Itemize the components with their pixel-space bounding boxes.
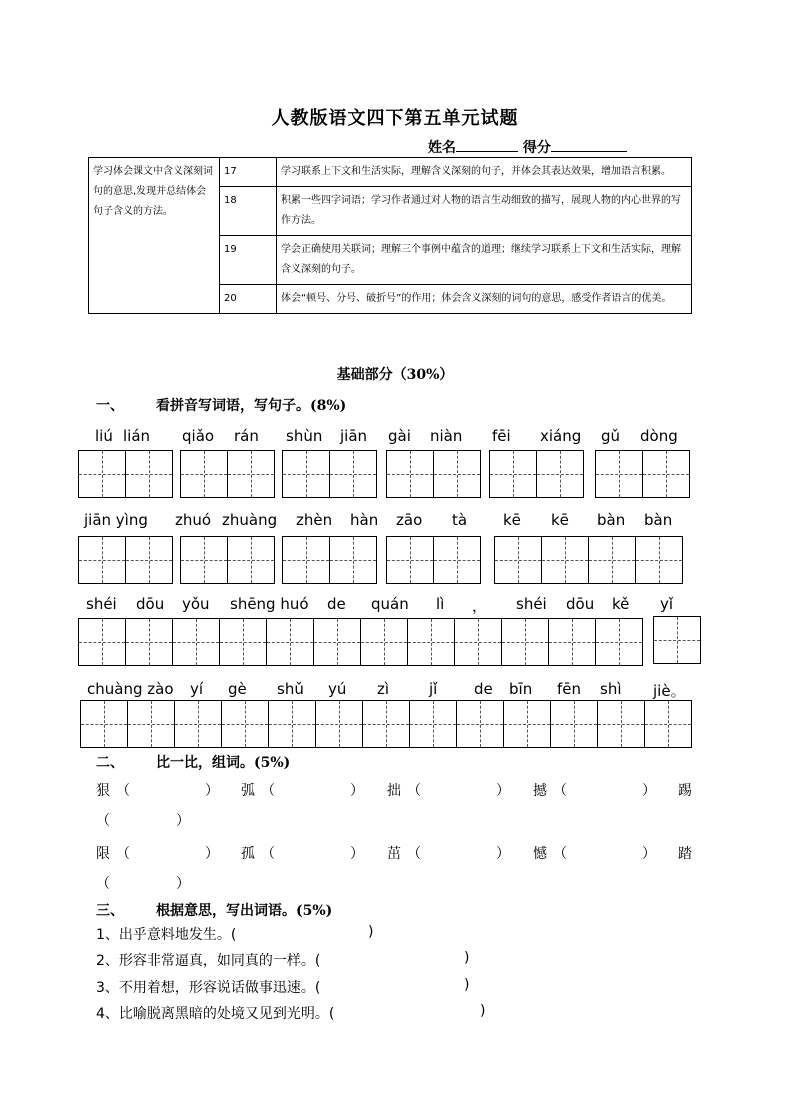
pinyin-label: ， (472, 597, 488, 615)
compare-char: 憾 (533, 846, 547, 862)
meaning-item: 1、出乎意料地发生。( (96, 927, 237, 943)
writing-cell[interactable] (454, 618, 502, 666)
section-2-heading (96, 752, 290, 772)
writing-cell[interactable] (227, 536, 275, 584)
section-title: 看拼音写词语，写句子。(8%) (156, 398, 347, 414)
writing-cell[interactable] (642, 450, 690, 498)
writing-cell[interactable] (407, 618, 455, 666)
meaning-item: 2、形容非常逼真，如同真的一样。( (96, 953, 321, 969)
close-paren: ） (350, 783, 364, 799)
writing-cell[interactable] (172, 618, 220, 666)
section-number: 三、 (96, 903, 124, 919)
writing-box-row[interactable] (80, 700, 691, 748)
close-paren: ） (205, 846, 219, 862)
pinyin-label: shùn (286, 427, 323, 445)
pinyin-label: zāo (396, 511, 423, 529)
name-field[interactable] (456, 137, 518, 152)
open-paren: （ (261, 783, 275, 799)
pinyin-label: kē (503, 511, 521, 529)
writing-cell[interactable] (174, 700, 222, 748)
writing-box-pair[interactable] (489, 450, 583, 498)
name-label: 姓名 (428, 140, 456, 156)
writing-box-pair[interactable] (282, 536, 376, 584)
lesson-num: 17 (220, 158, 277, 187)
writing-box-pair[interactable] (282, 450, 376, 498)
writing-cell[interactable] (588, 536, 636, 584)
pinyin-label: quán (371, 595, 409, 613)
compare-char: 撼 (533, 783, 547, 799)
writing-cell[interactable] (597, 700, 645, 748)
writing-cell[interactable] (489, 450, 537, 498)
writing-cell[interactable] (180, 536, 228, 584)
lesson-num: 19 (220, 236, 277, 285)
writing-cell[interactable] (221, 700, 269, 748)
pinyin-label: lián (123, 427, 151, 445)
close-paren: ） (496, 846, 510, 862)
pinyin-label: chuàng zào (87, 680, 174, 698)
open-paren: （ (96, 813, 110, 829)
writing-cell[interactable] (456, 700, 504, 748)
writing-cell[interactable] (219, 618, 267, 666)
score-label: 得分 (522, 140, 551, 156)
open-paren: （ (96, 876, 110, 892)
pinyin-label: jiè。 (653, 682, 686, 700)
writing-cell[interactable] (313, 618, 361, 666)
writing-cell[interactable] (653, 616, 701, 664)
writing-cell[interactable] (78, 618, 126, 666)
writing-cell[interactable] (541, 536, 589, 584)
open-paren: （ (553, 846, 567, 862)
pinyin-label: gài (388, 427, 411, 445)
name-score-line (428, 137, 627, 157)
section-title: 比一比，组词。(5%) (156, 755, 291, 771)
writing-cell[interactable] (433, 450, 481, 498)
writing-box-pair[interactable] (595, 450, 689, 498)
writing-cell[interactable] (433, 536, 481, 584)
pinyin-label: yú (328, 680, 347, 698)
pinyin-label: lì (436, 595, 445, 613)
close-paren: ) (464, 977, 470, 993)
pinyin-label: yǐ (660, 595, 674, 613)
pinyin-label: zhuó (175, 511, 212, 529)
writing-cell[interactable] (227, 450, 275, 498)
pinyin-label: kē (551, 511, 569, 529)
pinyin-label: shēng huó (230, 595, 309, 613)
pinyin-label: qiǎo (182, 427, 215, 445)
pinyin-label: zì (377, 680, 390, 698)
compare-char: 狠 (96, 783, 110, 799)
lesson-goal: 体会“顿号、分号、破折号”的作用；体会含义深刻的词句的意思，感受作者语言的优美。 (277, 285, 692, 314)
close-paren: ） (496, 783, 510, 799)
pinyin-label: shǔ (277, 680, 304, 698)
writing-cell[interactable] (282, 450, 330, 498)
objectives-table (88, 157, 692, 314)
pinyin-label: jǐ (429, 680, 438, 698)
compare-char: 弧 (241, 783, 255, 799)
writing-cell[interactable] (266, 618, 314, 666)
writing-box-pair[interactable] (78, 450, 172, 498)
pinyin-label: liú (95, 427, 113, 445)
close-paren: ) (480, 1003, 486, 1019)
writing-cell[interactable] (180, 450, 228, 498)
writing-cell[interactable] (362, 700, 410, 748)
pinyin-label: shì (600, 680, 622, 698)
pinyin-label: zhuàng (222, 511, 278, 529)
writing-cell[interactable] (503, 700, 551, 748)
lesson-num: 18 (220, 187, 277, 236)
pinyin-label: bàn (644, 511, 673, 529)
writing-cell[interactable] (501, 618, 549, 666)
writing-box-single[interactable] (653, 616, 700, 664)
writing-cell[interactable] (125, 618, 173, 666)
compare-char: 限 (96, 846, 110, 862)
writing-cell[interactable] (125, 450, 173, 498)
writing-cell[interactable] (78, 450, 126, 498)
close-paren: ） (205, 783, 219, 799)
writing-box-pair[interactable] (386, 536, 480, 584)
writing-cell[interactable] (329, 536, 377, 584)
section-3-heading (96, 900, 332, 920)
close-paren: ） (350, 846, 364, 862)
meaning-item: 4、比喻脱离黑暗的处境又见到光明。( (96, 1006, 335, 1022)
writing-box-row[interactable] (78, 618, 642, 666)
compare-char: 孤 (241, 846, 255, 862)
writing-cell[interactable] (595, 450, 643, 498)
writing-cell[interactable] (329, 450, 377, 498)
pinyin-label: dōu (566, 595, 595, 613)
pinyin-label: dōu (136, 595, 165, 613)
writing-cell[interactable] (360, 618, 408, 666)
pinyin-label: jiān (340, 427, 368, 445)
lesson-goal: 积累一些四字词语；学习作者通过对人物的语言生动细致的描写，展现人物的内心世界的写作方法。 (277, 187, 692, 236)
section-1-heading (96, 395, 346, 415)
close-paren: ） (176, 813, 190, 829)
section-number: 二、 (96, 755, 124, 771)
open-paren: （ (261, 846, 275, 862)
open-paren: （ (116, 783, 130, 799)
compare-char: 踢 (678, 783, 692, 799)
writing-cell[interactable] (315, 700, 363, 748)
score-field[interactable] (551, 137, 627, 152)
close-paren: ） (642, 783, 656, 799)
writing-cell[interactable] (595, 618, 643, 666)
writing-cell[interactable] (550, 700, 598, 748)
unit-goal: 学习体会课文中含义深刻词句的意思,发现并总结体会句子含义的方法。 (89, 158, 220, 314)
writing-cell[interactable] (386, 450, 434, 498)
writing-cell[interactable] (644, 700, 692, 748)
lesson-goal: 学会正确使用关联词；理解三个事例中蕴含的道理；继续学习联系上下文和生活实际，理解含义深刻的句子。 (277, 236, 692, 285)
writing-cell[interactable] (409, 700, 457, 748)
pinyin-label: xiáng (540, 427, 582, 445)
pinyin-label: hàn (350, 511, 379, 529)
lesson-goal: 学习联系上下文和生活实际，理解含义深刻的句子，并体会其表达效果，增加语言积累。 (277, 158, 692, 187)
pinyin-label: tà (452, 511, 468, 529)
pinyin-label: gǔ (601, 427, 621, 445)
writing-box-pair[interactable] (386, 450, 480, 498)
pinyin-label: bàn (597, 511, 626, 529)
writing-box-pair[interactable] (180, 450, 274, 498)
open-paren: （ (553, 783, 567, 799)
basic-section-title: 基础部分（30%） (336, 367, 454, 383)
writing-cell[interactable] (125, 536, 173, 584)
writing-box-pair[interactable] (78, 536, 172, 584)
pinyin-label: gè (228, 680, 247, 698)
compare-char: 踏 (678, 846, 692, 862)
writing-box-quad[interactable] (494, 536, 682, 584)
writing-cell[interactable] (635, 536, 683, 584)
pinyin-label: shéi (516, 595, 547, 613)
close-paren: ) (464, 950, 470, 966)
page-title: 人教版语文四下第五单元试题 (271, 108, 519, 129)
pinyin-label: shéi (86, 595, 117, 613)
open-paren: （ (407, 783, 421, 799)
close-paren: ） (642, 846, 656, 862)
pinyin-label: rán (234, 427, 259, 445)
compare-char: 拙 (387, 783, 401, 799)
open-paren: （ (116, 846, 130, 862)
writing-cell[interactable] (282, 536, 330, 584)
section-number: 一、 (96, 398, 124, 414)
pinyin-label: de (327, 595, 346, 613)
writing-box-pair[interactable] (180, 536, 274, 584)
writing-cell[interactable] (268, 700, 316, 748)
writing-cell[interactable] (536, 450, 584, 498)
meaning-item: 3、不用着想，形容说话做事迅速。( (96, 980, 321, 996)
pinyin-label: bīn (509, 680, 533, 698)
writing-cell[interactable] (127, 700, 175, 748)
writing-cell[interactable] (548, 618, 596, 666)
writing-cell[interactable] (80, 700, 128, 748)
pinyin-label: yǒu (182, 595, 210, 613)
pinyin-label: dòng (640, 427, 678, 445)
section-title: 根据意思，写出词语。(5%) (156, 903, 333, 919)
pinyin-label: fēn (557, 680, 582, 698)
pinyin-label: jiān yìng (84, 511, 148, 529)
pinyin-label: zhèn (296, 511, 333, 529)
compare-char: 茁 (387, 846, 401, 862)
pinyin-label: de (474, 680, 493, 698)
pinyin-label: yí (190, 680, 204, 698)
close-paren: ） (176, 876, 190, 892)
writing-cell[interactable] (494, 536, 542, 584)
pinyin-label: kě (612, 595, 630, 613)
close-paren: ) (368, 924, 374, 940)
lesson-num: 20 (220, 285, 277, 314)
writing-cell[interactable] (78, 536, 126, 584)
writing-cell[interactable] (386, 536, 434, 584)
open-paren: （ (407, 846, 421, 862)
pinyin-label: niàn (430, 427, 463, 445)
pinyin-label: fēi (492, 427, 511, 445)
